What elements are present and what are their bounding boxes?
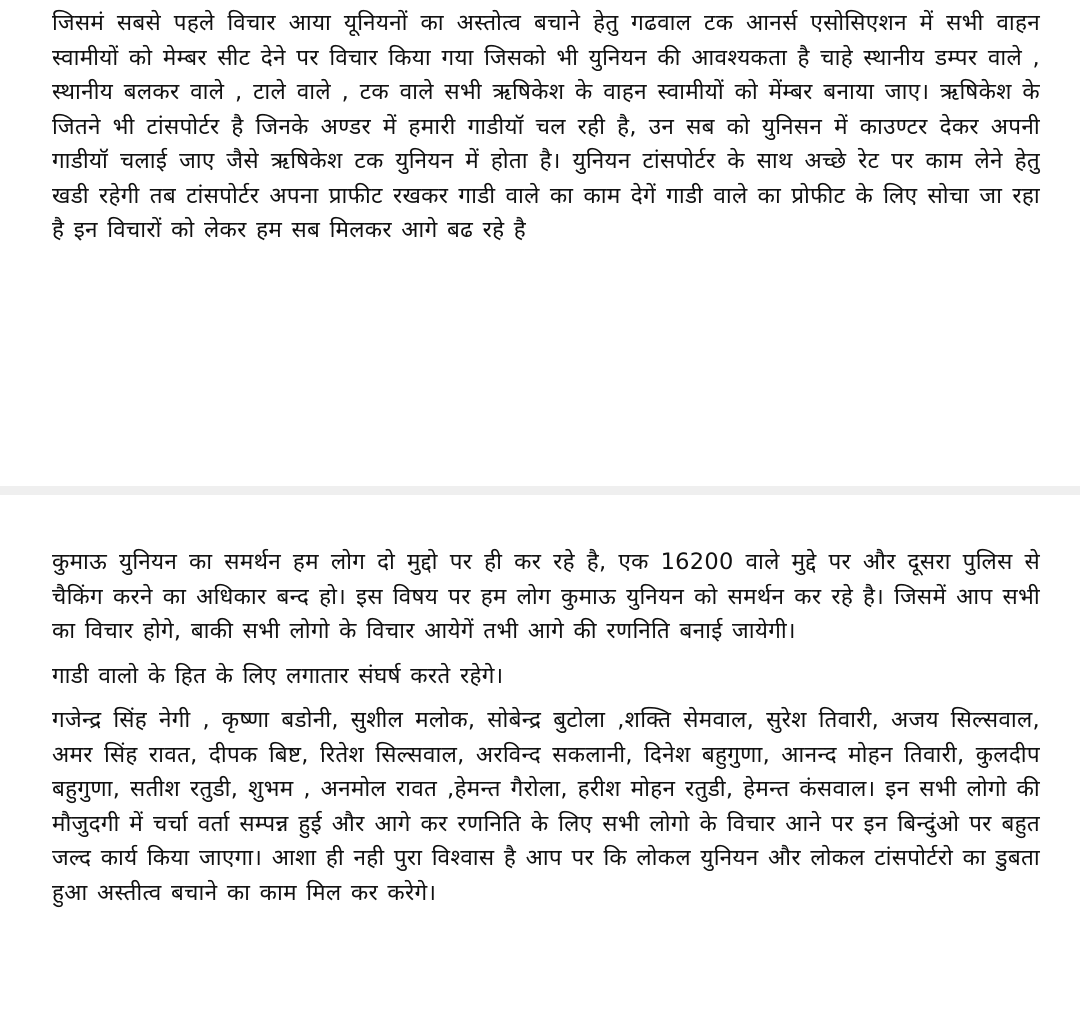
attendees-paragraph: गजेन्द्र सिंह नेगी , कृष्णा बडोनी, सुशील मलोक, सोबेन्द्र बुटोला ,शक्ति सेमवाल, सुरेश तिवारी, अजय सिल्सवाल, अमर सिंह रावत, दीपक बिष्ट, रितेश सिल्सवाल, अरविन्द सकलानी, दिनेश बहुगुणा, आनन्द मोहन तिवारी, कुलदीप बहुगुणा, सतीश रतुडी, शुभम , अनमोल रावत ,हेमन्त गैरोला, हरीश मोहन रतुडी, हेमन्त कंसवाल। इन सभी लोगो की मौजुदगी में चर्चा वर्ता सम्पन्न हुई और आगे कर रणनिति के लिए सभी लोगो के विचार आने पर इन बिन्दुंओ पर बहुत जल्द कार्य किया जाएगा। आशा ही नही पुरा विश्वास है आप पर कि लोकल युनियन और लोकल टांसपोर्टरो का डुबता हुआ अस्तीत्व बचाने का काम मिल कर करेगे।: [52, 707, 1040, 906]
top-document-panel: [0, 0, 1080, 486]
support-paragraph: कुमाऊ युनियन का समर्थन हम लोग दो मुद्दो पर ही कर रहे है, एक 16200 वाले मुद्दे पर और दूसरा पुलिस से चैकिंग करने का अधिकार बन्द हो। इस विषय पर हम लोग कुमाऊ युनियन को समर्थन कर रहे है। जिसमें आप सभी का विचार होगे, बाकी सभी लोगो के विचार आयेगें तभी आगे की रणनिति बनाई जायेगी।: [52, 549, 1040, 644]
top-paragraph: जिसमं सबसे पहले विचार आया यूनियनों का अस्तोत्व बचाने हेतु गढवाल टक आनर्स एसोसिएशन में सभी वाहन स्वामीयों को मेम्बर सीट देने पर विचार किया गया जिसको भी युनियन की आवश्यकता है चाहे स्थानीय डम्पर वाले , स्थानीय बलकर वाले , टाले वाले , टक वाले सभी ऋषिकेश के वाहन स्वामीयों को मेंम्बर बनाया जाए। ऋषिकेश के जितने भी टांसपोर्टर है जिनके अण्डर में हमारी गाडीयॉ चल रही है, उन सब को युनिसन में काउण्टर देकर अपनी गाडीयॉ चलाई जाए जैसे ऋषिकेश टक युनियन में होता है। युनियन टांसपोर्टर के साथ अच्छे रेट पर काम लेने हेतु खडी रहेगी तब टांसपोर्टर अपना प्राफीट रखकर गाडी वाले का काम देगें गाडी वाले का प्रोफीट के लिए सोचा जा रहा है इन विचारों को लेकर हम सब मिलकर आगे बढ रहे है: [52, 10, 1040, 243]
struggle-paragraph: गाडी वालो के हित के लिए लगातार संघर्ष करते रहेगे।: [52, 662, 504, 689]
section-divider: [0, 486, 1080, 495]
bottom-document-panel: [0, 495, 1080, 1021]
